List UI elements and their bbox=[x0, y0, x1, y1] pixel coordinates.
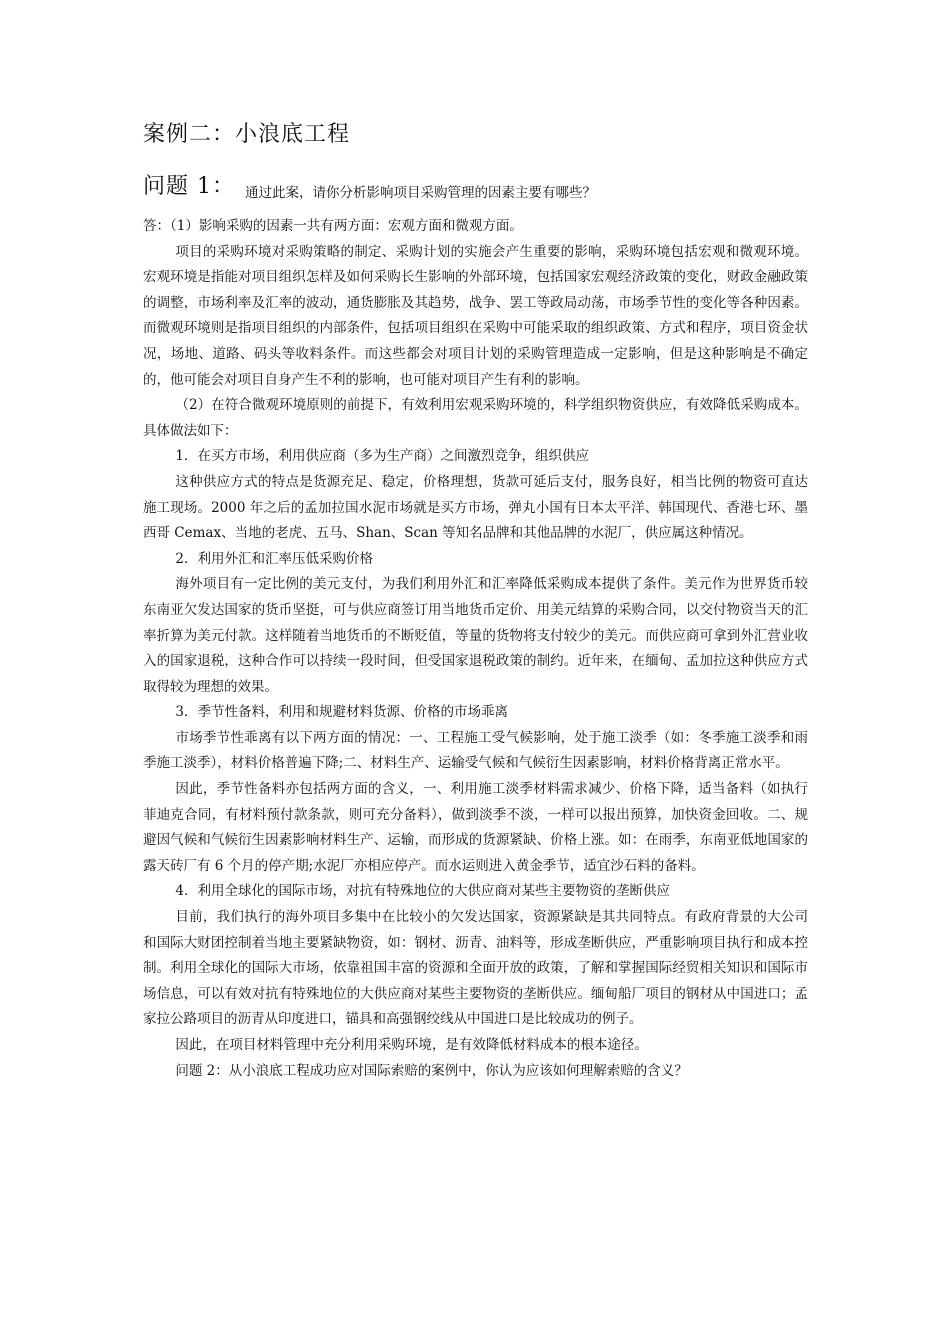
question-1-label: 问题 1： bbox=[143, 174, 235, 199]
question-2: 问题 2：从小浪底工程成功应对国际索赔的案例中，你认为应该如何理解索赔的含义？ bbox=[175, 1062, 688, 1079]
paragraph-global-market: 目前，我们执行的海外项目多集中在比较小的欠发达国家，资源紧缺是其共同特点。有政府背景的大公司和国际大财团控制着当地主要紧缺物资，如：钢材、沥青、油料等，形成垄断供应，严重影响项目执行和成本控制。利用全球化的国际大市场，依靠祖国丰富的资源和全面开放的政策，了解和掌握国际经贸相关知识和国际市场信息，可以有效对抗有特殊地位的大供应商对某些主要物资的垄断供应。缅甸船厂项目的钢材从中国进口；孟家拉公路项目的沥青从印度进口，锚具和高强钢绞线从中国进口是比较成功的例子。 bbox=[143, 909, 808, 1028]
paragraph-environment: 项目的采购环境对采购策略的制定、采购计划的实施会产生重要的影响，采购环境包括宏观和微观环境。宏观环境是指能对项目组织怎样及如何采购长生影响的外部环境，包括国家宏观经济政策的变化，财政金融政策的调整，市场利率及汇率的波动，通货膨胀及其趋势，战争、罢工等政局动荡，市场季节性的变化等各种因素。而微观环境则是指项目组织的内部条件，包括项目组织在采购中可能采取的组织政策、方式和程序，项目资金状况，场地、道路、码头等收料条件。而这些都会对项目计划的采购管理造成一定影响，但是这种影响是不确定的，他可能会对项目自身产生不利的影响，也可能对项目产生有利的影响。 bbox=[143, 243, 808, 388]
paragraph-buyers-market: 这种供应方式的特点是货源充足、稳定，价格理想，货款可延后支付，服务良好，相当比例的物资可直达施工现场。2000 年之后的孟加拉国水泥市场就是买方市场，弹丸小国有日本太平洋、韩国现代、香港七环、墨西哥 Cemax、当地的老虎、五马、Shan、Scan 等知名品牌和其他品牌的水泥厂，供应属这种情况。 bbox=[143, 473, 808, 542]
item-heading-2: 2．利用外汇和汇率压低采购价格 bbox=[175, 550, 373, 567]
paragraph-measures-intro: （2）在符合微观环境原则的前提下，有效利用宏观采购环境的，科学组织物资供应，有效降低采购成本。具体做法如下： bbox=[143, 397, 808, 439]
paragraph-conclusion: 因此，在项目材料管理中充分利用采购环境，是有效降低材料成本的根本途径。 bbox=[175, 1037, 648, 1053]
paragraph-seasonal-deviation: 市场季节性乖离有以下两方面的情况：一、工程施工受气候影响，处于施工淡季（如：冬季施工淡季和雨季施工淡季），材料价格普遍下降;二、材料生产、运输受气候和气候衍生因素影响，材料价格背离正常水平。 bbox=[143, 729, 808, 772]
question-1-text: 通过此案，请你分析影响项目采购管理的因素主要有哪些？ bbox=[245, 185, 596, 201]
document-title: 案例二：小浪底工程 bbox=[143, 122, 351, 147]
paragraph-exchange-rate: 海外项目有一定比例的美元支付，为我们利用外汇和汇率降低采购成本提供了条件。美元作为世界货币较东南亚欠发达国家的货币坚挺，可与供应商签订用当地货币定价、用美元结算的采购合同，以交付物资当天的汇率折算为美元付款。这样随着当地货币的不断贬值，等量的货物将支付较少的美元。而供应商可拿到外汇营业收入的国家退税，这种合作可以持续一段时间，但受国家退税政策的制约。近年来，在缅甸、孟加拉这种供应方式取得较为理想的效果。 bbox=[143, 576, 808, 695]
item-heading-1: 1．在买方市场，利用供应商（多为生产商）之间激烈竞争，组织供应 bbox=[175, 448, 589, 465]
item-heading-4: 4．利用全球化的国际市场，对抗有特殊地位的大供应商对某些主要物资的垄断供应 bbox=[175, 883, 670, 900]
paragraph-seasonal-stocking: 因此，季节性备料亦包括两方面的含义，一、利用施工淡季材料需求减少、价格下降，适当备料（如执行菲迪克合同，有材料预付款条款，则可充分备料），做到淡季不淡，一样可以报出预算，加快资金回收。二、规避因气候和气候衍生因素影响材料生产、运输，而形成的货源紧缺、价格上涨。如：在雨季，东南亚低地国家的露天砖厂有 6 个月的停产期;水泥厂亦相应停产。而水运则进入黄金季节，适宜沙石料的备料。 bbox=[143, 781, 808, 874]
document-page bbox=[143, 118, 808, 1084]
question-1 bbox=[143, 170, 808, 206]
item-heading-3: 3．季节性备料，利用和规避材料货源、价格的市场乖离 bbox=[175, 704, 508, 721]
answer-intro: 答：（1）影响采购的因素一共有两方面：宏观方面和微观方面。 bbox=[143, 218, 523, 234]
